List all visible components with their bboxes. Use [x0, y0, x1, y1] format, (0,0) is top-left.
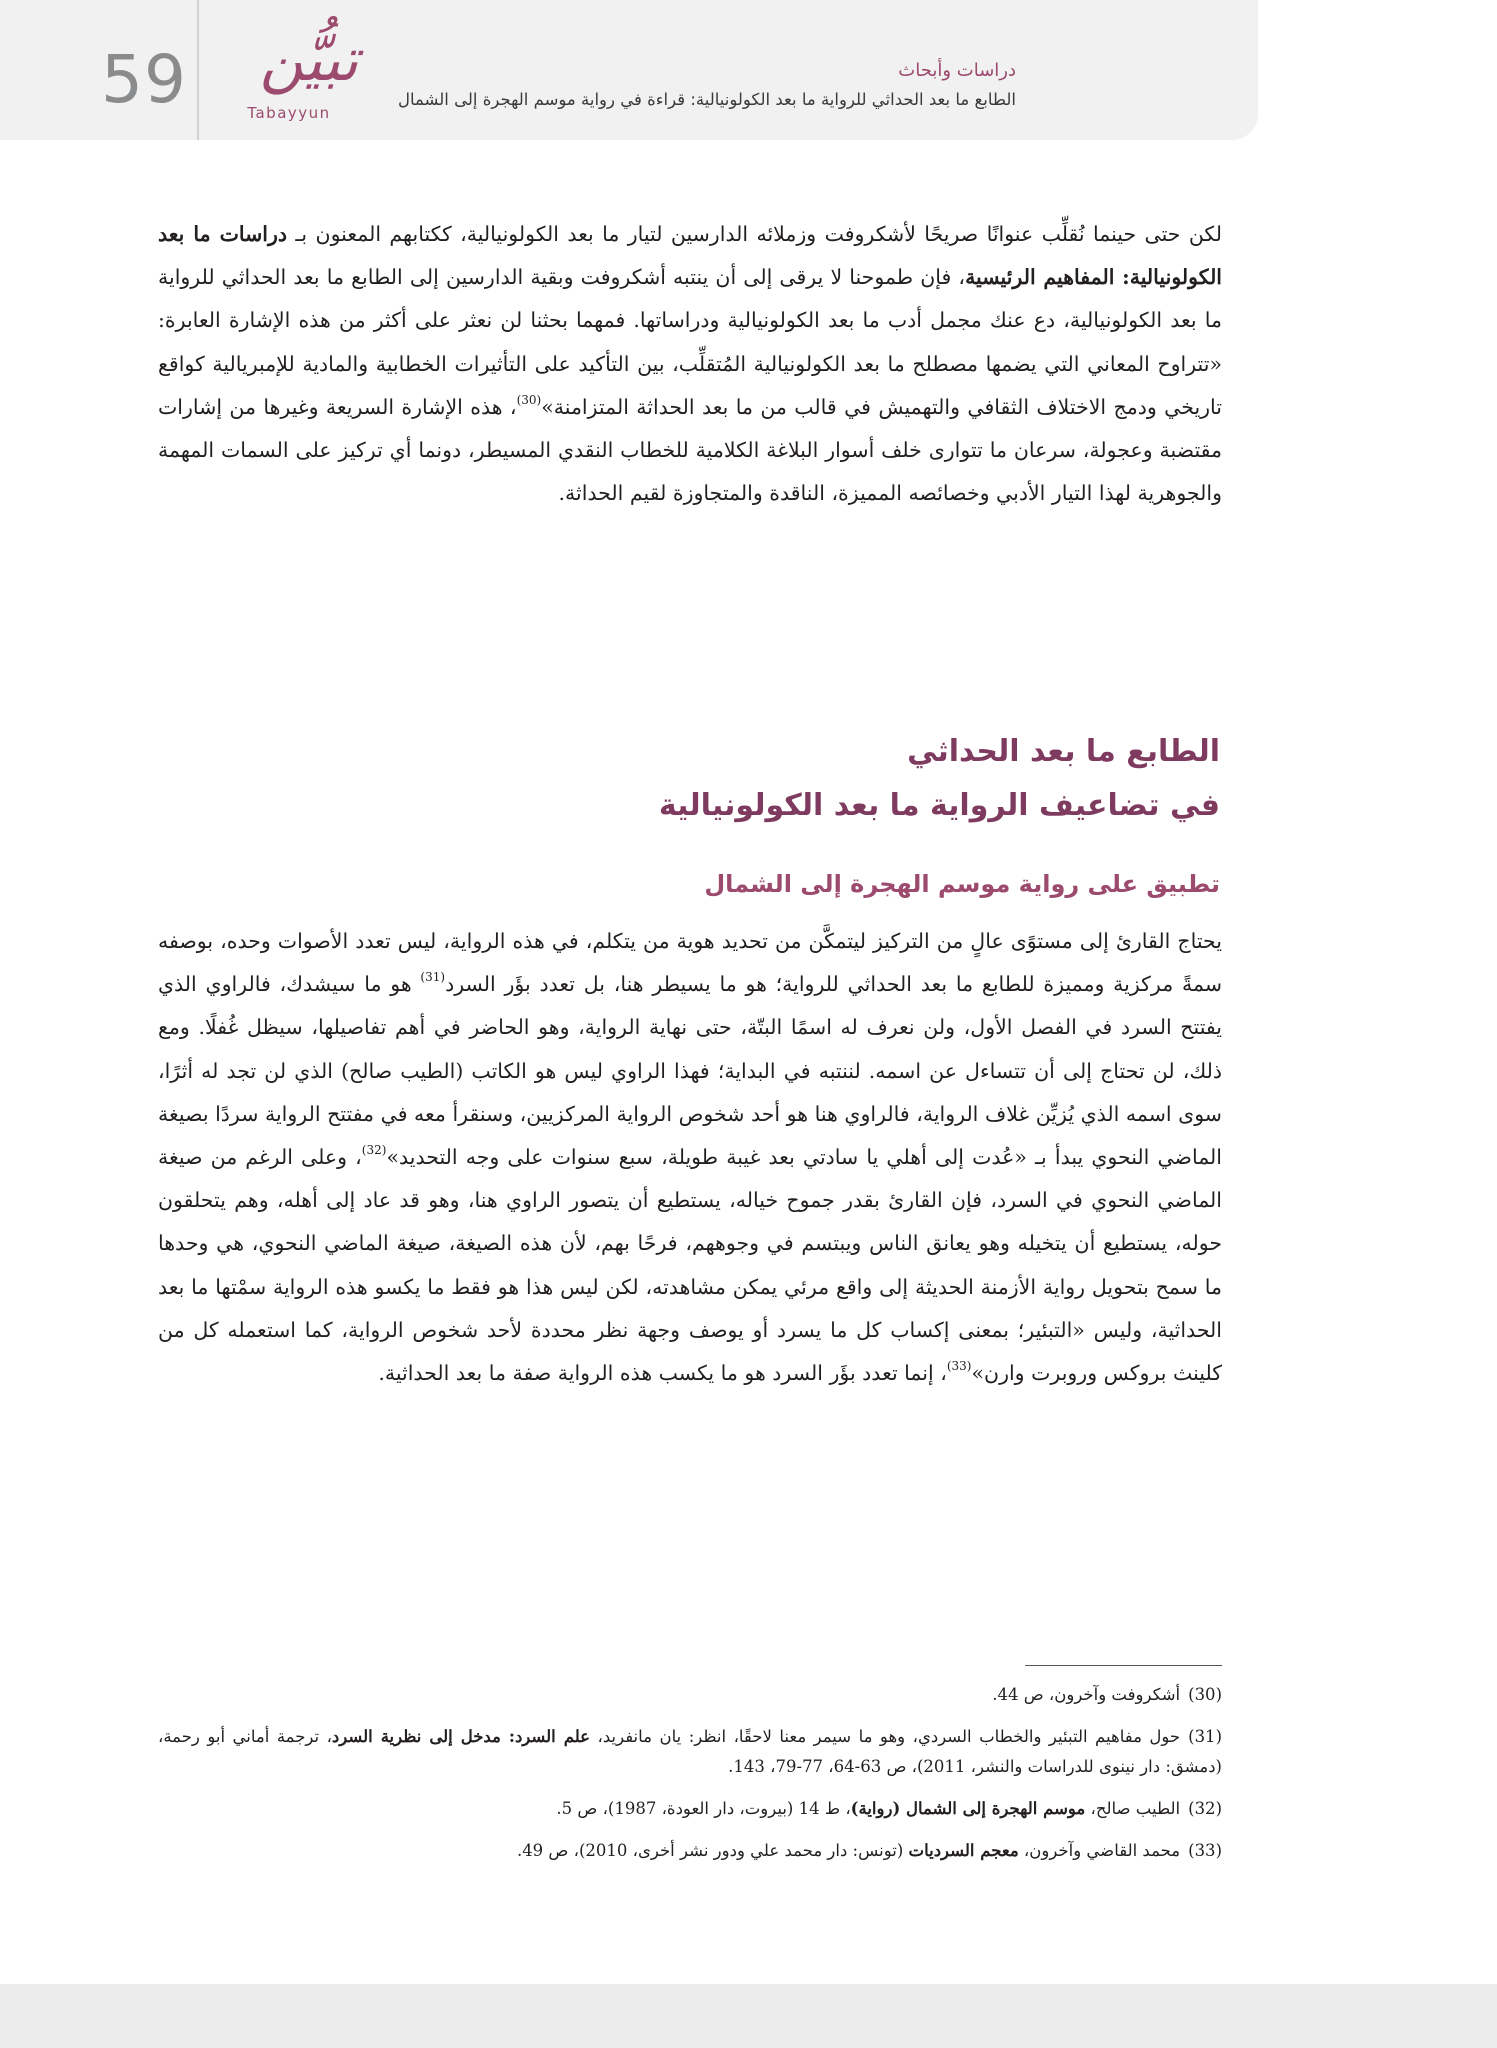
page-bottom-band	[0, 1984, 1497, 2048]
section-subheading: تطبيق على رواية موسم الهجرة إلى الشمال	[704, 870, 1220, 898]
book-title: دراسات ما بعد الكولونيالية: المفاهيم الرئيسية	[158, 222, 1223, 290]
footnote-number: (31)	[1188, 1727, 1222, 1746]
footnote-separator	[1025, 1665, 1222, 1666]
footnote-number: (32)	[1188, 1799, 1222, 1818]
body-paragraph-1	[158, 213, 1222, 515]
page-number: 59	[101, 41, 187, 118]
section-heading-line-1: الطابع ما بعد الحداثي	[907, 734, 1220, 769]
footnote-text: أشكروفت وآخرون، ص 44.	[992, 1685, 1181, 1704]
text-run: ، وعلى الرغم من صيغة الماضي النحوي في السرد، فإن القارئ بقدر جموح خياله، يستطيع أن يتصور الراوي هنا، وهو قد عاد إلى أهله، وهم يتحلقون حوله، يستطيع أن يتخيله وهو يعانق الناس ويبتسم في وجوههم، فرحًا بهم، لأن هذه الصيغة، صيغة الماضي النحوي، هي وحدها ما سمح بتحويل رواية الأزمنة الحديثة إلى واقع مرئي يمكن مشاهدته، لكن ليس هذا هو فقط ما يكسو هذه الرواية سمْتها ما بعد الحداثية، وليس «التبئير؛ بمعنى إكساب كل ما يسرد أو يوصف وجهة نظر محددة لأحد شخوص الرواية، كما استعمله كل من كلينث بروكس وروبرت وارن»	[158, 1145, 1222, 1386]
text-run: لكن حتى حينما نُقلِّب عنوانًا صريحًا لأشكروفت وزملائه الدارسين لتيار ما بعد الكولونيالية، ككتابهم المعنون بـ	[287, 222, 1223, 246]
text-run: ، إنما تعدد بؤَر السرد هو ما يكسب هذه الرواية صفة ما بعد الحداثية.	[378, 1361, 947, 1386]
footnote-text: حول مفاهيم التبئير والخطاب السردي، وهو ما سيمر معنا لاحقًا، انظر: يان مانفريد،	[590, 1727, 1181, 1746]
footnote-ref-32[interactable]: (32)	[361, 1143, 387, 1158]
footnote-ref-33[interactable]: (33)	[946, 1359, 972, 1374]
body-paragraph-2	[158, 920, 1222, 1395]
footnote-30	[158, 1680, 1222, 1710]
footnote-text: محمد القاضي وآخرون،	[1018, 1841, 1181, 1860]
footnote-number: (30)	[1188, 1685, 1222, 1704]
text-run: ، فإن طموحنا لا يرقى إلى أن ينتبه أشكروفت وبقية الدارسين إلى الطابع ما بعد الحداثي للرواية ما بعد الكولونيالية، دع عنك مجمل أدب ما بعد الكولونيالية ودراساتها. فمهما بحثنا لن نعثر على أكثر من هذه الإشارة العابرة: «تتراوح المعاني التي يضمها مصطلح ما بعد الكولونيالية المُتقلِّب، بين التأكيد على التأثيرات الخطابية والمادية للإمبريالية كواقع تاريخي ودمج الاختلاف الثقافي والتهميش في قالب من ما بعد الحداثة المتزامنة»	[158, 265, 1223, 419]
footnote-book-title: معجم السرديات	[908, 1841, 1019, 1860]
logo-arabic-wordmark: تبيُّن	[259, 25, 359, 95]
section-heading-line-2: في تضاعيف الرواية ما بعد الكولونيالية	[658, 788, 1220, 823]
footnotes	[158, 1680, 1222, 1878]
footnote-book-title: علم السرد: مدخل إلى نظرية السرد	[331, 1727, 591, 1746]
journal-logo	[214, 26, 404, 132]
footnote-31	[158, 1722, 1222, 1782]
section-label: دراسات وأبحاث	[898, 60, 1016, 81]
text-run: هو ما سيشدك، فالراوي الذي يفتتح السرد في الفصل الأول، ولن نعرف له اسمًا البتّة، حتى نهاية الرواية، وهو الحاضر في أهم تفاصيلها، سيظل غُفلًا. ومع ذلك، لن تحتاج إلى أن تتساءل عن اسمه. لننتبه في البداية؛ فهذا الراوي ليس هو الكاتب (الطيب صالح) الذي لن تجد له أثرًا، سوى اسمه الذي يُزيِّن غلاف الرواية، فالراوي هنا هو أحد شخوص الرواية المركزيين، وسنقرأ معه في مفتتح الرواية سردًا بصيغة الماضي النحوي يبدأ بـ «عُدت إلى أهلي يا سادتي بعد غيبة طويلة، سبع سنوات على وجه التحديد»	[158, 972, 1222, 1170]
footnote-book-title: موسم الهجرة إلى الشمال (رواية)	[850, 1799, 1086, 1818]
footnote-ref-31[interactable]: (31)	[420, 970, 446, 985]
footnote-text: ، ترجمة أماني أبو رحمة، (دمشق: دار نينوى للدراسات والنشر، 2011)، ص 63-64، 77-79، 143.	[158, 1727, 1222, 1776]
footnote-text: الطيب صالح،	[1085, 1799, 1181, 1818]
header-divider	[197, 0, 199, 140]
running-header	[0, 0, 1258, 140]
footnote-32	[158, 1794, 1222, 1824]
text-run: يحتاج القارئ إلى مستوًى عالٍ من التركيز ليتمكَّن من تحديد هوية من يتكلم، في هذه الرواية، ليس تعدد الأصوات وحده، بوصفه سمةً مركزية ومميزة للطابع ما بعد الحداثي للرواية؛ هو ما يسيطر هنا، بل تعدد بؤَر السرد	[158, 929, 1222, 997]
footnote-33	[158, 1836, 1222, 1866]
text-run: ، هذه الإشارة السريعة وغيرها من إشارات مقتضبة وعجولة، سرعان ما تتوارى خلف أسوار البلاغة الكلامية للخطاب النقدي المسيطر، دونما أي تركيز على السمات المهمة والجوهرية لهذا التيار الأدبي وخصائصه المميزة، الناقدة والمتجاوزة لقيم الحداثة.	[158, 394, 1222, 506]
footnote-text: (تونس: دار محمد علي ودور نشر أخرى، 2010)، ص 49.	[516, 1841, 909, 1860]
footnote-text: ، ط 14 (بيروت، دار العودة، 1987)، ص 5.	[556, 1799, 851, 1818]
footnote-ref-30[interactable]: (30)	[516, 392, 542, 407]
footnote-number: (33)	[1188, 1841, 1222, 1860]
running-article-title: الطابع ما بعد الحداثي للرواية ما بعد الكولونيالية: قراءة في رواية موسم الهجرة إلى الشمال	[398, 90, 1016, 109]
logo-latin-wordmark: Tabayyun	[247, 104, 331, 122]
